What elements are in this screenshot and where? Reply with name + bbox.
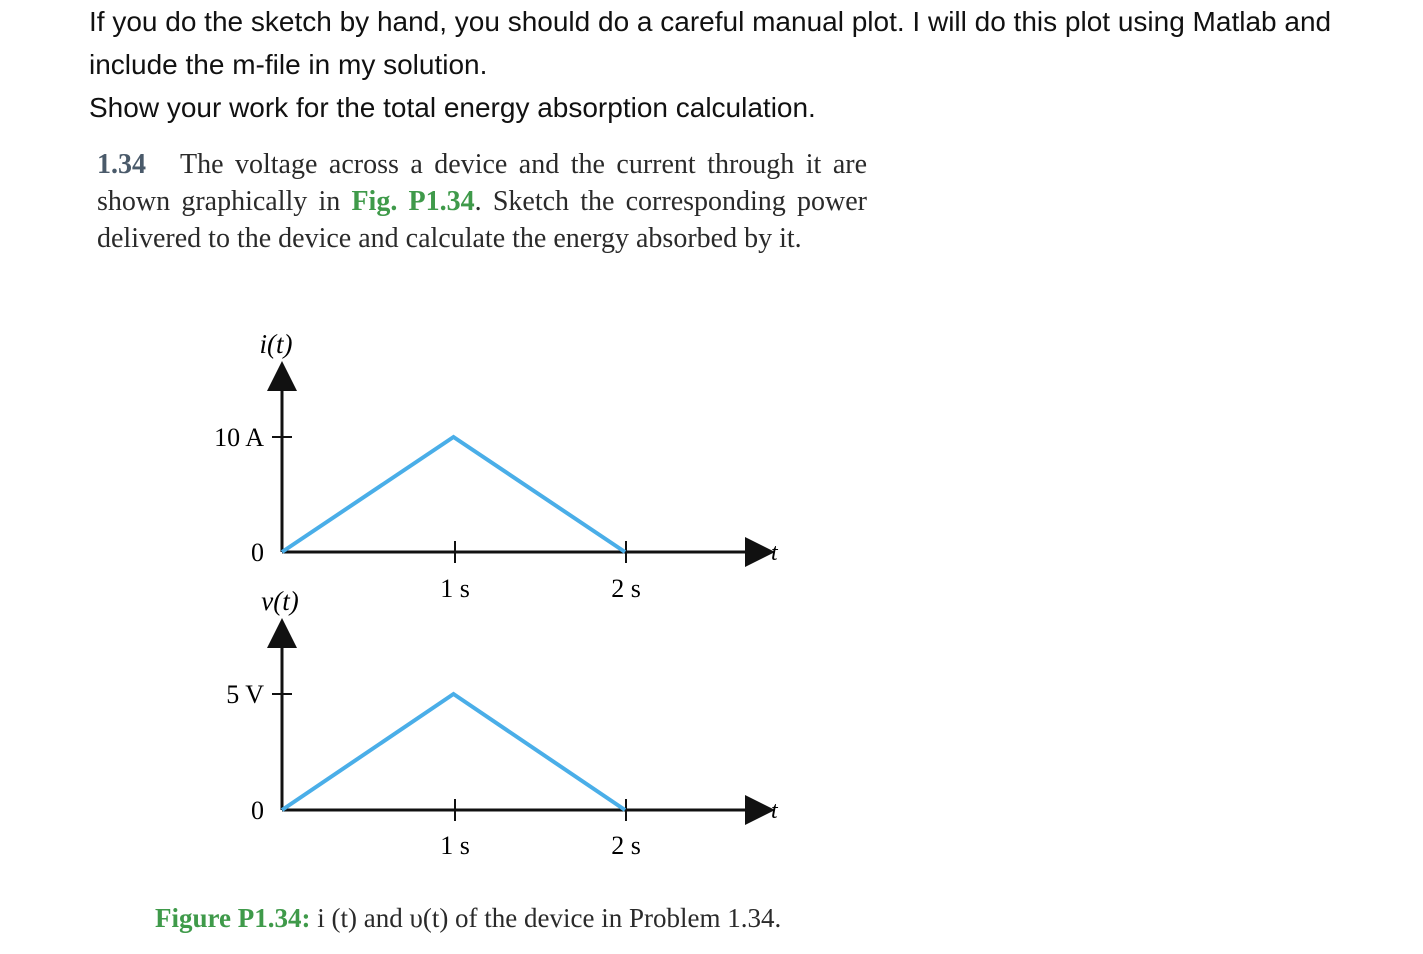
problem-text-b: . Sketch the corresponding power delivered to the device and calculate the energy absorbed by it. [97,186,867,254]
caption-label: Figure P1.34: [155,903,311,933]
voltage-y-tick-label-0: 0 [251,796,264,825]
current-x-tick-label-1s: 1 s [440,574,470,603]
current-y-tick-label-10a: 10 A [214,423,264,452]
figure-caption [155,903,915,934]
current-x-label: t [771,540,778,566]
caption-text: i (t) and υ(t) of the device in Problem 1.34. [310,903,782,933]
voltage-plot [226,586,779,860]
figure-reference: Fig. P1.34 [351,186,475,217]
problem-number: 1.34 [97,149,146,180]
voltage-y-tick-label-5v: 5 V [226,680,264,709]
voltage-y-label: v(t) [261,586,299,616]
instruction-line-2: Show your work for the total energy absorption calculation. [89,92,816,123]
instruction-line-1: If you do the sketch by hand, you should do a careful manual plot. I will do this plot using Matlab and include the m-file in my solution. [89,6,1332,80]
voltage-x-tick-label-2s: 2 s [611,831,641,860]
current-x-tick-label-2s: 2 s [611,574,641,603]
current-plot [214,329,779,603]
voltage-x-label: t [771,798,778,824]
voltage-waveform-line [282,694,625,810]
current-waveform-line [282,437,625,552]
problem-text-a: The voltage across a device and the current through it are shown graphically in [97,149,868,217]
current-y-tick-label-0: 0 [251,538,264,567]
voltage-x-tick-label-1s: 1 s [440,831,470,860]
current-y-label: i(t) [259,329,293,359]
